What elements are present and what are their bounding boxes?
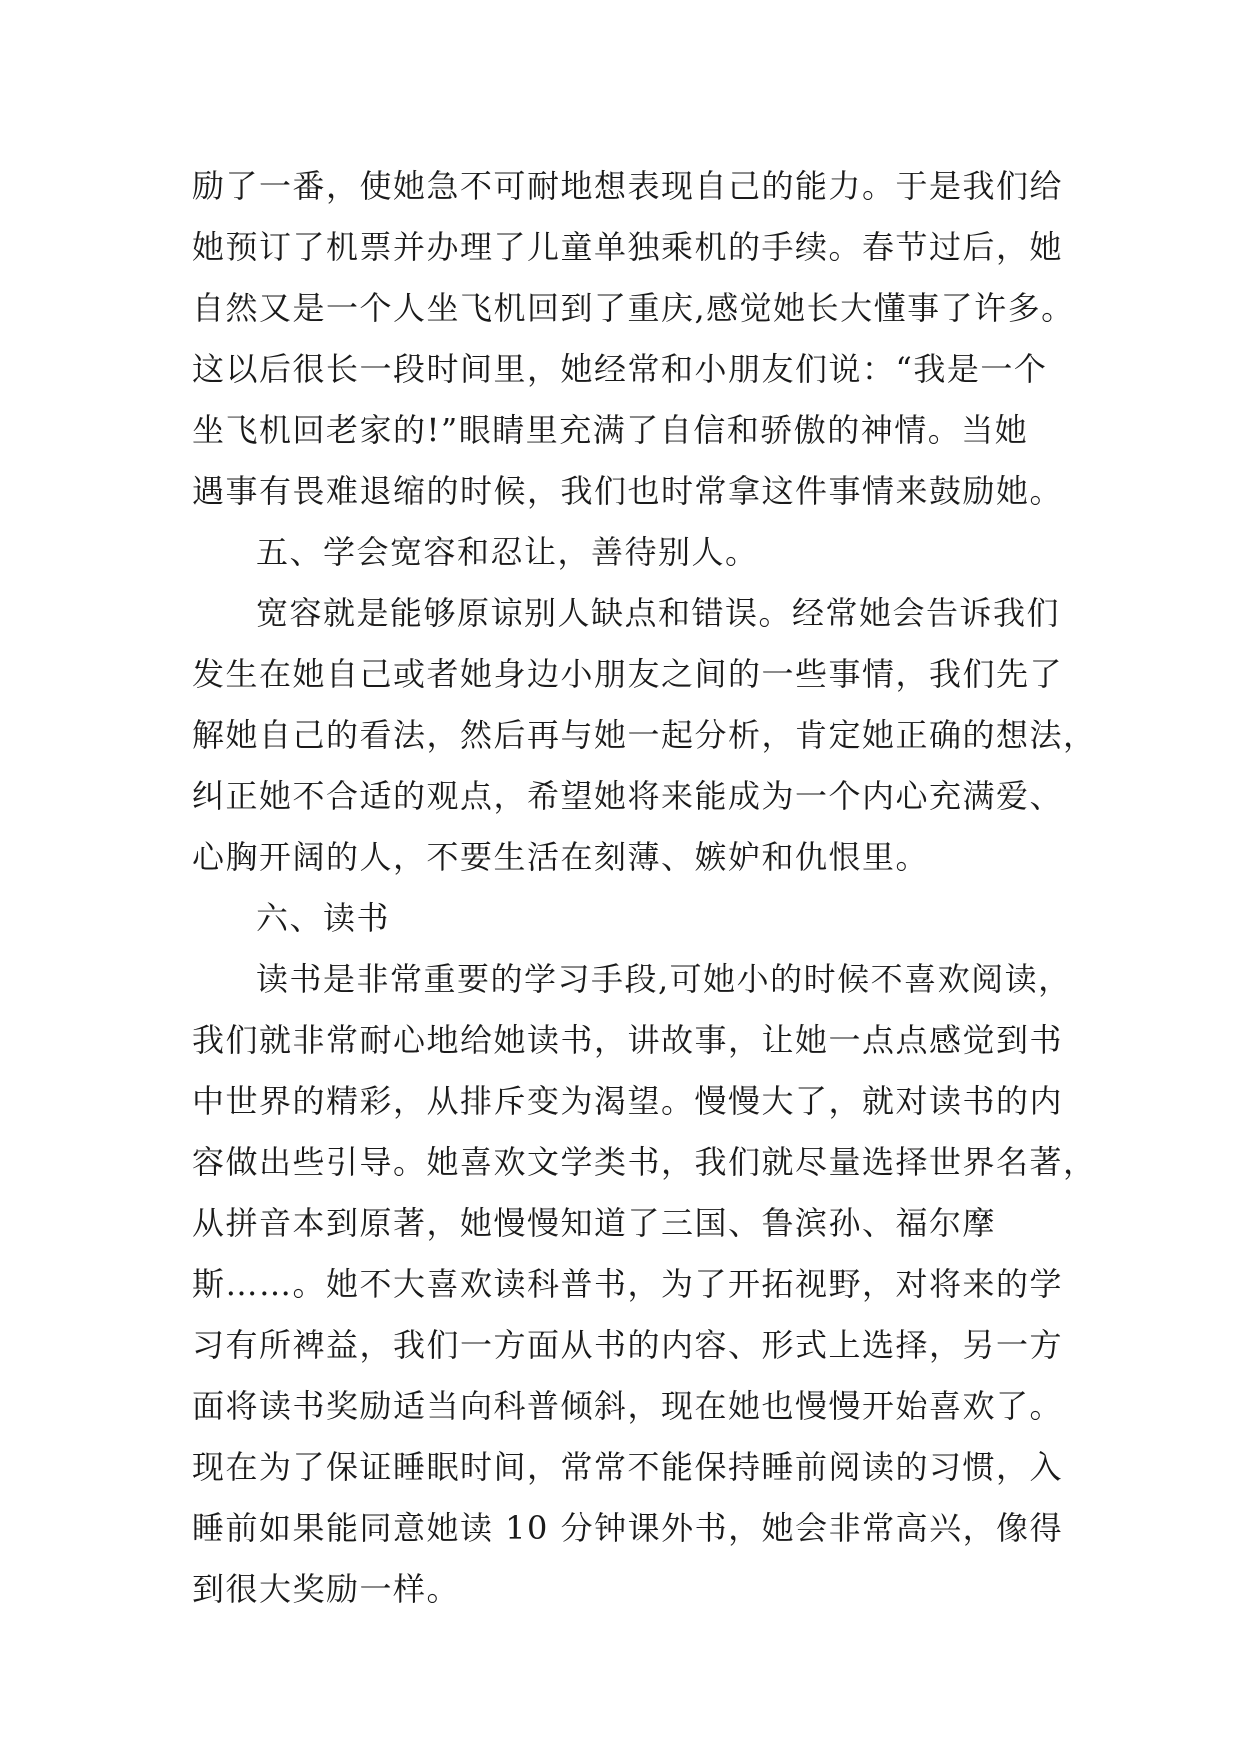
text-line: 睡前如果能同意她读 10 分钟课外书，她会非常高兴，像得: [192, 1509, 1064, 1547]
text-line: 励了一番，使她急不可耐地想表现自己的能力。于是我们给: [192, 167, 1064, 205]
text-line: 自然又是一个人坐飞机回到了重庆,感觉她长大懂事了许多。: [192, 289, 1075, 327]
text-line: 从拼音本到原著，她慢慢知道了三国、鲁滨孙、福尔摩: [192, 1204, 997, 1242]
text-line: 斯……。她不大喜欢读科普书，为了开拓视野，对将来的学: [192, 1265, 1064, 1303]
text-line: 中世界的精彩，从排斥变为渴望。慢慢大了，就对读书的内: [192, 1082, 1064, 1120]
text-line: 读书是非常重要的学习手段,可她小的时候不喜欢阅读，: [256, 960, 1072, 998]
text-line: 面将读书奖励适当向科普倾斜，现在她也慢慢开始喜欢了。: [192, 1387, 1064, 1425]
text-line: 这以后很长一段时间里，她经常和小朋友们说：“我是一个: [192, 350, 1048, 388]
text-line: 发生在她自己或者她身边小朋友之间的一些事情，我们先了: [192, 655, 1064, 693]
section-heading: 五、学会宽容和忍让，善待别人。: [256, 533, 759, 571]
text-line: 我们就非常耐心地给她读书，讲故事，让她一点点感觉到书: [192, 1021, 1064, 1059]
text-line: 她预订了机票并办理了儿童单独乘机的手续。春节过后，她: [192, 228, 1064, 266]
text-line: 容做出些引导。她喜欢文学类书，我们就尽量选择世界名著，: [192, 1143, 1097, 1181]
text-line: 解她自己的看法，然后再与她一起分析，肯定她正确的想法，: [192, 716, 1097, 754]
text-line: 纠正她不合适的观点，希望她将来能成为一个内心充满爱、: [192, 777, 1064, 815]
text-line: 心胸开阔的人，不要生活在刻薄、嫉妒和仇恨里。: [192, 838, 930, 876]
text-line: 遇事有畏难退缩的时候，我们也时常拿这件事情来鼓励她。: [192, 472, 1064, 510]
text-line: 到很大奖励一样。: [192, 1570, 461, 1608]
section-heading: 六、读书: [256, 899, 391, 937]
text-line: 现在为了保证睡眠时间，常常不能保持睡前阅读的习惯，入: [192, 1448, 1064, 1486]
text-line: 坐飞机回老家的!”眼睛里充满了自信和骄傲的神情。当她: [192, 411, 1029, 449]
text-line: 宽容就是能够原谅别人缺点和错误。经常她会告诉我们: [256, 594, 1061, 632]
text-line: 习有所裨益，我们一方面从书的内容、形式上选择，另一方: [192, 1326, 1064, 1364]
